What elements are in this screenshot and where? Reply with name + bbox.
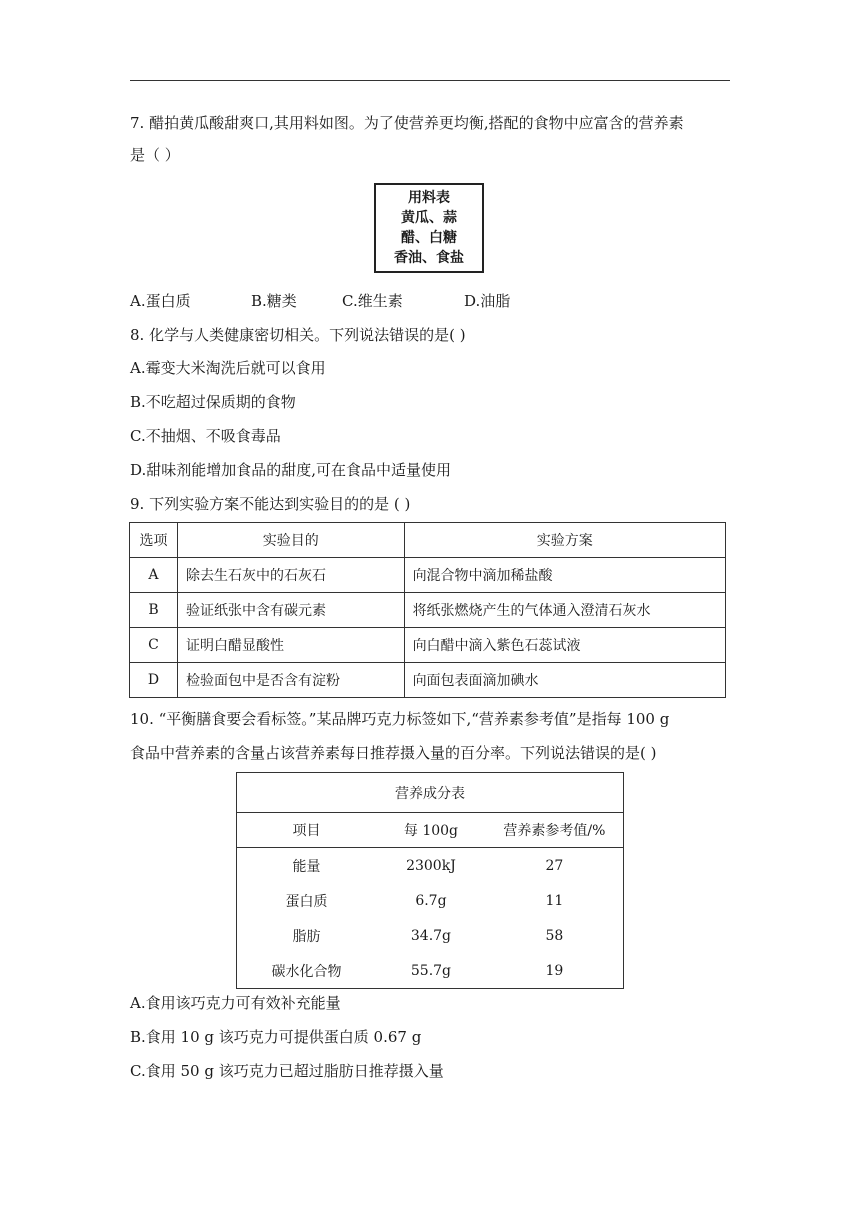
q10-option-a: A.食用该巧克力可有效补充能量 — [130, 994, 341, 1012]
nrv-cell: 11 — [545, 892, 564, 909]
table-row — [130, 558, 726, 593]
nutrition-title-row — [237, 773, 624, 813]
item-cell: 脂肪 — [292, 928, 321, 945]
ingredient-line: 香油、食盐 — [394, 250, 464, 266]
header-rule — [130, 80, 730, 81]
q8-option-d: D.甜味剂能增加食品的甜度,可在食品中适量使用 — [130, 461, 452, 479]
header-cell: 项目 — [237, 813, 377, 848]
nrv-cell: 27 — [545, 857, 564, 874]
table-row — [237, 883, 624, 918]
nutrition-table-title: 营养成分表 — [237, 773, 624, 813]
header-cell: 实验目的 — [177, 523, 404, 558]
q7-option-c: C.维生素 — [342, 292, 403, 310]
option-cell: D — [130, 663, 178, 698]
q7-option-d: D.油脂 — [464, 292, 511, 310]
table-row — [130, 593, 726, 628]
table-row — [130, 628, 726, 663]
option-cell: B — [130, 593, 178, 628]
q8-option-a: A.霉变大米淘洗后就可以食用 — [130, 359, 326, 377]
header-cell: 营养素参考值/% — [486, 813, 624, 848]
table-header-row — [237, 813, 624, 848]
method-cell: 向白醋中滴入紫色石蕊试液 — [404, 628, 725, 663]
item-cell: 蛋白质 — [285, 893, 328, 910]
q7-stem-line2: 是（ ） — [130, 146, 180, 164]
ingredient-line: 黄瓜、蒜 — [401, 210, 457, 226]
purpose-cell: 除去生石灰中的石灰石 — [177, 558, 404, 593]
nrv-cell: 58 — [545, 927, 564, 944]
table-row — [237, 848, 624, 884]
q9-stem: 9. 下列实验方案不能达到实验目的的是 ( ) — [130, 495, 411, 513]
q10-stem-line2: 食品中营养素的含量占该营养素每日推荐摄入量的百分率。下列说法错误的是( ) — [130, 744, 657, 762]
q8-option-b: B.不吃超过保质期的食物 — [130, 393, 296, 411]
header-cell: 实验方案 — [404, 523, 725, 558]
option-cell: C — [130, 628, 178, 663]
item-cell: 能量 — [292, 858, 321, 875]
q7-option-b: B.糖类 — [251, 292, 297, 310]
q8-stem: 8. 化学与人类健康密切相关。下列说法错误的是( ) — [130, 326, 466, 344]
purpose-cell: 检验面包中是否含有淀粉 — [177, 663, 404, 698]
header-cell: 选项 — [130, 523, 178, 558]
ingredient-line: 醋、白糖 — [401, 230, 457, 246]
experiment-table — [129, 522, 726, 698]
q10-stem-line1: 10. “平衡膳食要会看标签。”某品牌巧克力标签如下,“营养素参考值”是指每 100 g — [130, 710, 670, 728]
method-cell: 向面包表面滴加碘水 — [404, 663, 725, 698]
q10-option-c: C.食用 50 g 该巧克力已超过脂肪日推荐摄入量 — [130, 1062, 444, 1080]
q7-stem-line1: 7. 醋拍黄瓜酸甜爽口,其用料如图。为了使营养更均衡,搭配的食物中应富含的营养素 — [130, 114, 684, 132]
table-row — [237, 953, 624, 989]
purpose-cell: 证明白醋显酸性 — [177, 628, 404, 663]
ingredient-box — [374, 183, 484, 273]
amount-cell: 34.7g — [410, 927, 452, 944]
purpose-cell: 验证纸张中含有碳元素 — [177, 593, 404, 628]
amount-cell: 55.7g — [410, 962, 452, 979]
method-cell: 将纸张燃烧产生的气体通入澄清石灰水 — [404, 593, 725, 628]
table-row — [237, 918, 624, 953]
method-cell: 向混合物中滴加稀盐酸 — [404, 558, 725, 593]
nutrition-table — [236, 772, 624, 989]
q10-option-b: B.食用 10 g 该巧克力可提供蛋白质 0.67 g — [130, 1028, 422, 1046]
ingredient-title: 用料表 — [408, 190, 450, 206]
q8-option-c: C.不抽烟、不吸食毒品 — [130, 427, 281, 445]
option-cell: A — [130, 558, 178, 593]
amount-cell: 2300kJ — [406, 857, 456, 874]
table-row — [130, 663, 726, 698]
header-cell: 每 100g — [376, 813, 486, 848]
table-header-row — [130, 523, 726, 558]
item-cell: 碳水化合物 — [271, 963, 342, 980]
nrv-cell: 19 — [545, 962, 564, 979]
q7-option-a: A.蛋白质 — [130, 292, 191, 310]
amount-cell: 6.7g — [415, 892, 447, 909]
